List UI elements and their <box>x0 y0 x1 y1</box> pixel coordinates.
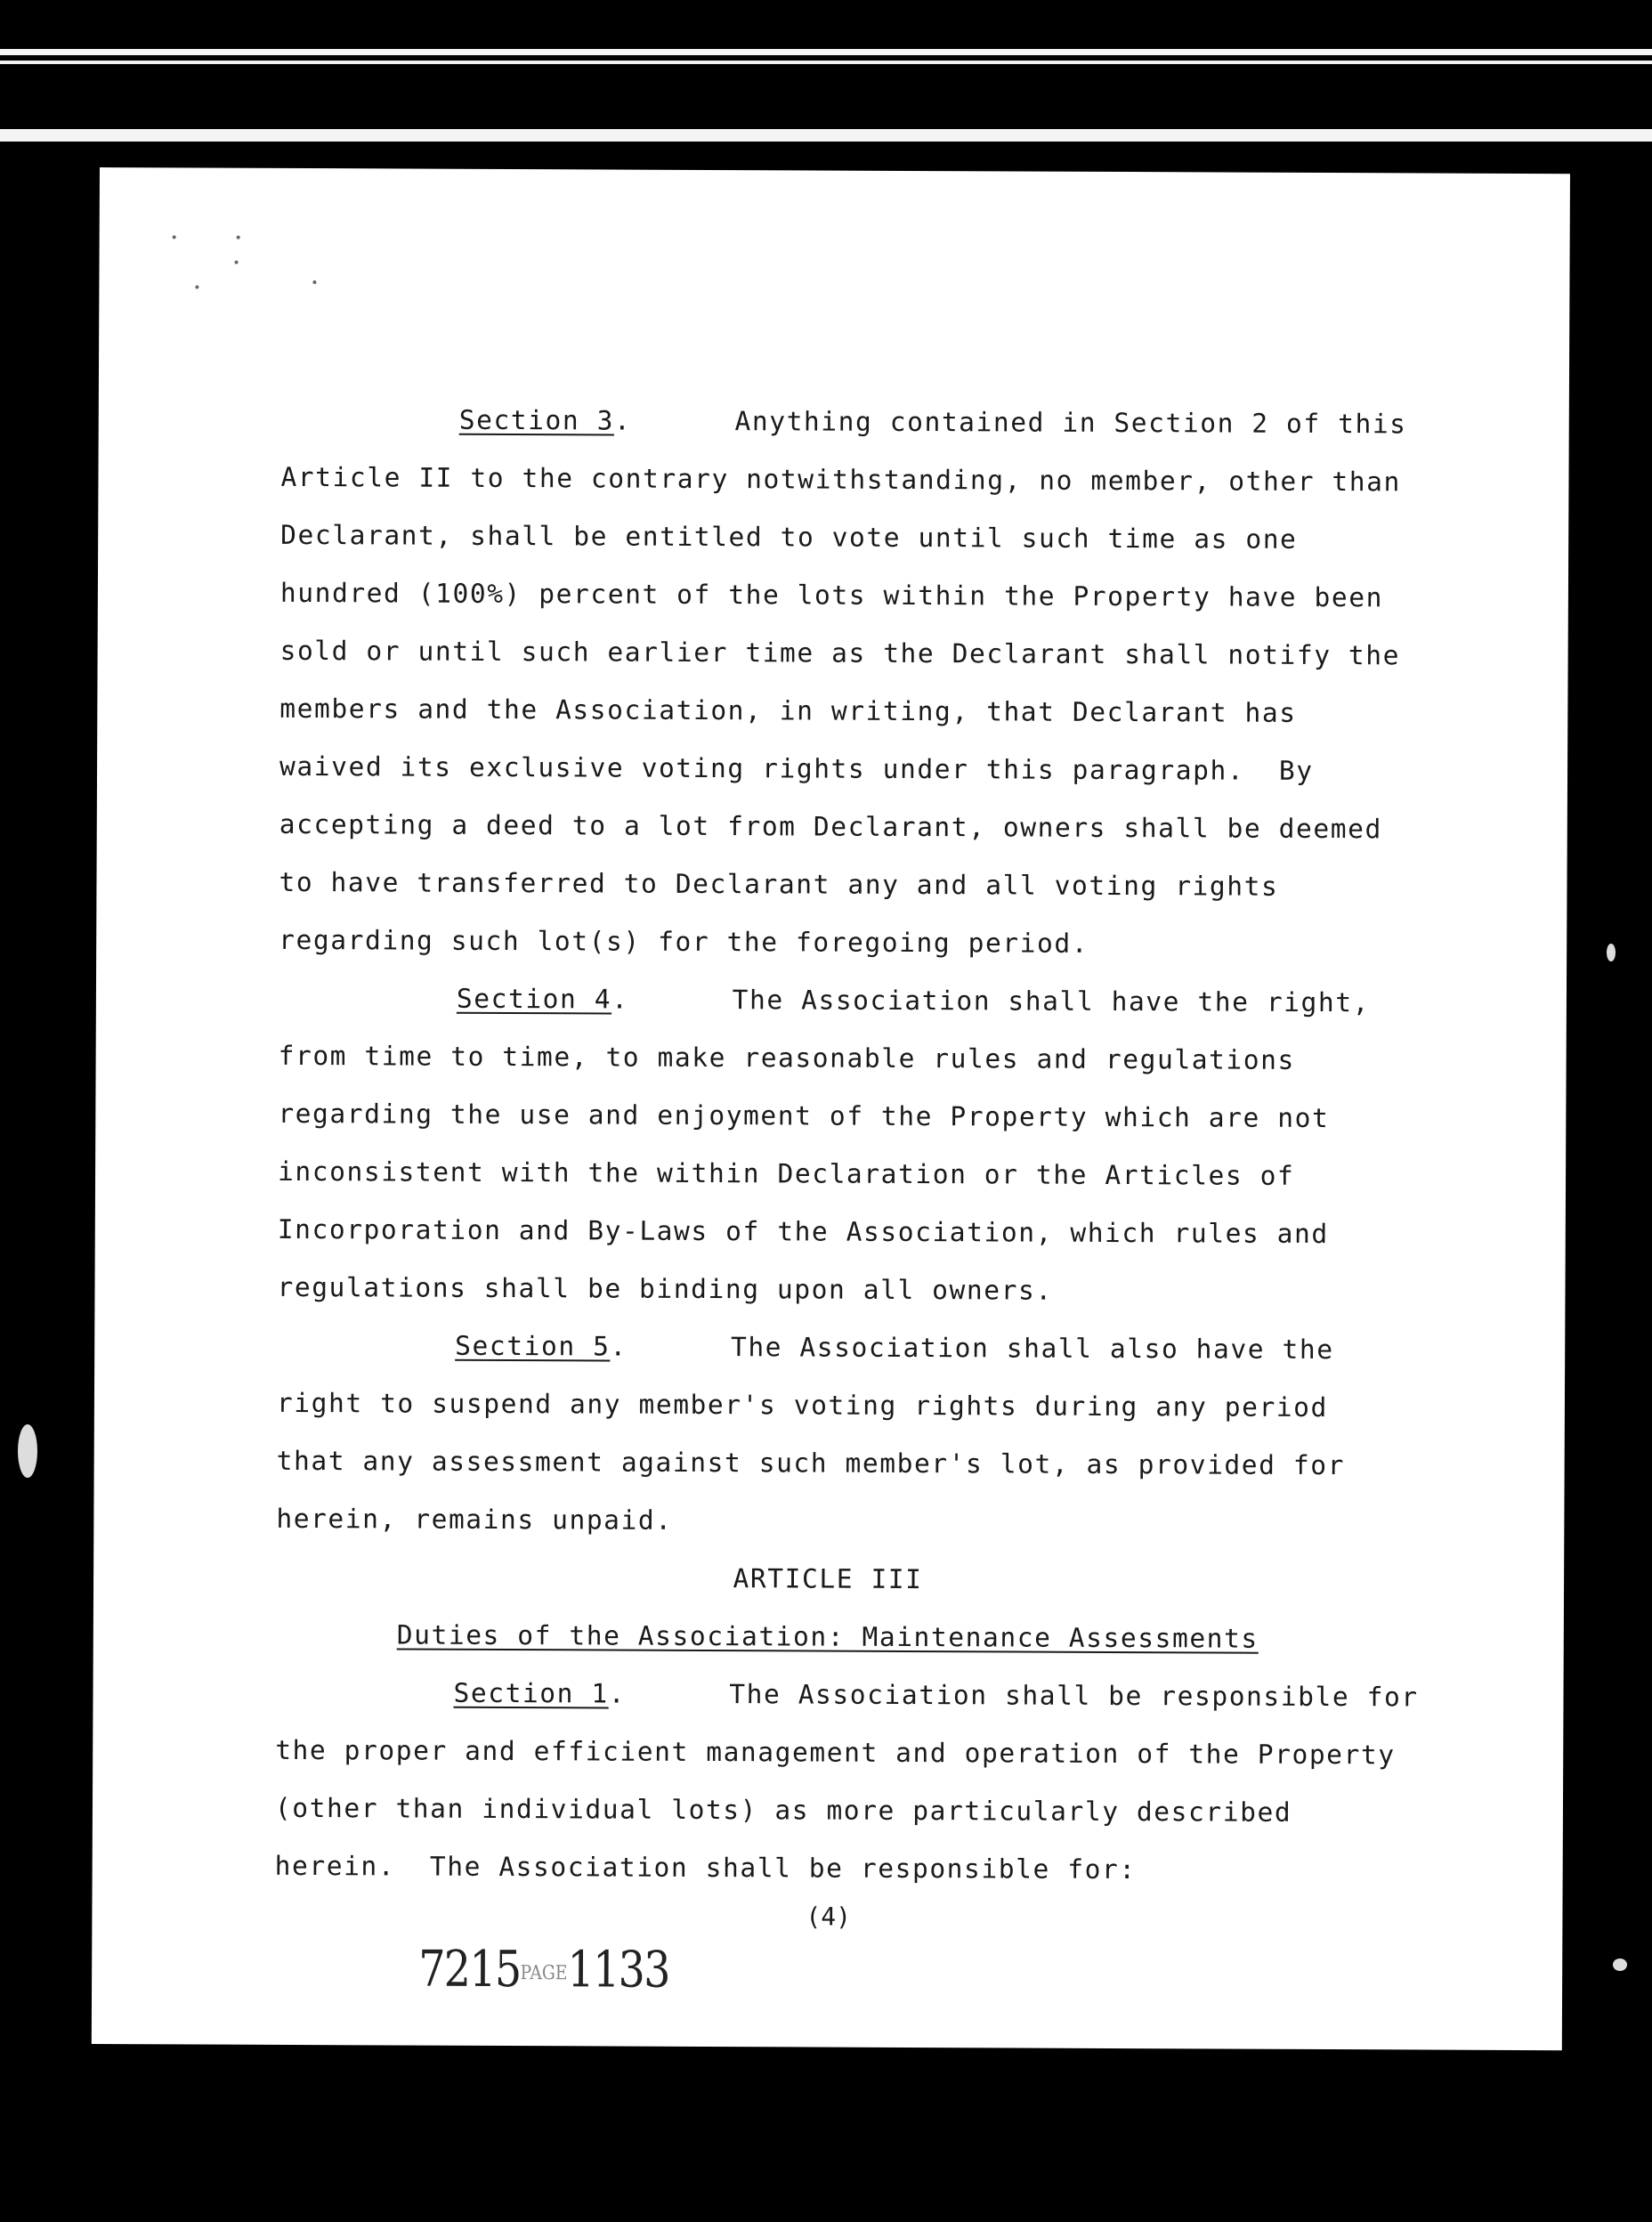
section-1-heading: Section 1 <box>453 1677 609 1709</box>
body-line: the proper and efficient management and operation of the Property <box>275 1734 1396 1771</box>
section-3-first-line: Section 3. Anything contained in Section 2 of this <box>458 404 1407 440</box>
article-3-title: ARTICLE III <box>733 1563 923 1595</box>
scan-border-line <box>0 61 1652 64</box>
stamp-page: 1133 <box>567 1941 669 1999</box>
scan-speck <box>1607 944 1616 961</box>
recording-stamp <box>418 1941 669 1999</box>
body-line: Incorporation and By-Laws of the Association, which rules and <box>277 1213 1329 1250</box>
body-line: members and the Association, in writing, that Declarant has <box>279 693 1297 728</box>
page-number: (4) <box>806 1902 852 1932</box>
scan-speck <box>18 1424 37 1478</box>
body-line: Declarant, shall be entitled to vote until such time as one <box>280 519 1298 555</box>
scan-border-line <box>0 49 1652 55</box>
body-line: (other than individual lots) as more particularly described <box>274 1792 1292 1828</box>
body-line: that any assessment against such member's lot, as provided for <box>276 1445 1346 1481</box>
body-line: regarding the use and enjoyment of the Property which are not <box>278 1098 1330 1134</box>
article-3-subtitle-line <box>276 1606 1380 1668</box>
body-line: Article II to the contrary notwithstanding, no member, other than <box>280 461 1401 498</box>
body-line: accepting a deed to a lot from Declarant, owners shall be deemed <box>279 808 1382 845</box>
document-body <box>275 391 1545 1901</box>
document-page <box>92 167 1570 2050</box>
section-3-heading: Section 3 <box>458 404 615 436</box>
article-3-subtitle: Duties of the Association: Maintenance Assessments <box>396 1619 1259 1654</box>
body-line: regulations shall be binding upon all owners. <box>277 1271 1053 1306</box>
body-line: hundred (100%) percent of the lots within the Property have been <box>279 577 1384 613</box>
scan-border-line <box>0 129 1652 142</box>
body-line: right to suspend any member's voting rights during any period <box>276 1387 1329 1423</box>
section-5-first-line: Section 5. The Association shall also have the <box>455 1330 1334 1366</box>
scan-dot <box>237 236 240 239</box>
scan-dot <box>173 235 176 239</box>
scan-dot <box>235 261 239 264</box>
scan-speck <box>1613 1958 1627 1971</box>
body-line: inconsistent with the within Declaration or the Articles of <box>278 1156 1295 1191</box>
body-line: from time to time, to make reasonable rules and regulations <box>278 1040 1295 1075</box>
body-line: herein. The Association shall be responsible for: <box>274 1850 1137 1885</box>
stamp-book: 7215 <box>418 1940 521 1999</box>
section-4-heading: Section 4 <box>456 983 612 1015</box>
section-5-heading: Section 5 <box>455 1330 611 1362</box>
body-line: regarding such lot(s) for the foregoing period. <box>279 924 1089 959</box>
section-1-first-line: Section 1. The Association shall be responsible for <box>453 1677 1419 1713</box>
stamp-mid: PAGE <box>520 1962 568 1985</box>
section-4-first-line: Section 4. The Association shall have the right, <box>456 983 1371 1018</box>
body-line: waived its exclusive voting rights under this paragraph. By <box>279 750 1314 786</box>
body-line: herein, remains unpaid. <box>276 1503 673 1536</box>
body-line: to have transferred to Declarant any and all voting rights <box>279 866 1279 902</box>
scan-dot <box>195 285 198 288</box>
body-line: sold or until such earlier time as the Declarant shall notify the <box>279 635 1401 671</box>
scan-dot <box>312 280 316 284</box>
